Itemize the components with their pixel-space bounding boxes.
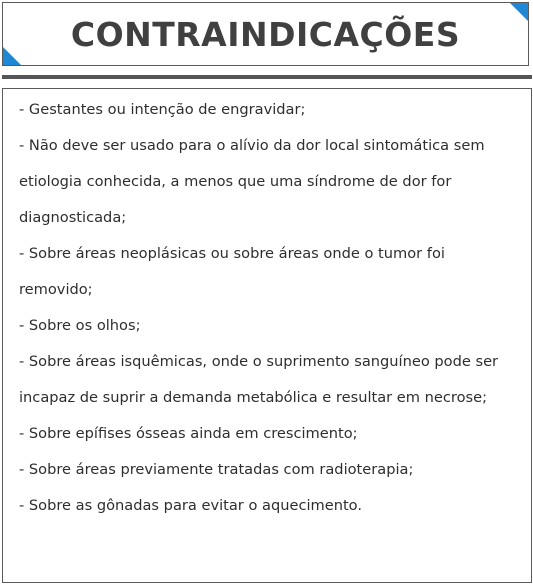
title-box [2, 2, 529, 66]
list-item: - Sobre áreas previamente tratadas com radioterapia; [19, 461, 414, 478]
list-item: - Sobre os olhos; [19, 317, 141, 334]
list-item: - Sobre áreas neoplásicas ou sobre áreas onde o tumor foi removido; [19, 245, 445, 298]
contraindications-list [3, 89, 531, 524]
list-item: - Sobre as gônadas para evitar o aquecimento. [19, 497, 362, 514]
list-item: - Sobre áreas isquêmicas, onde o suprimento sanguíneo pode ser incapaz de suprir a demanda metabólica e resultar em necrose; [19, 353, 499, 406]
list-item: - Gestantes ou intenção de engravidar; [19, 101, 306, 118]
list-item: - Não deve ser usado para o alívio da dor local sintomática sem etiologia conhecida, a menos que uma síndrome de dor for diagnosticada; [19, 137, 485, 226]
divider [2, 75, 532, 79]
list-item: - Sobre epífises ósseas ainda em crescimento; [19, 425, 358, 442]
page-title: CONTRAINDICAÇÕES [70, 15, 461, 54]
contraindications-box [2, 88, 532, 583]
